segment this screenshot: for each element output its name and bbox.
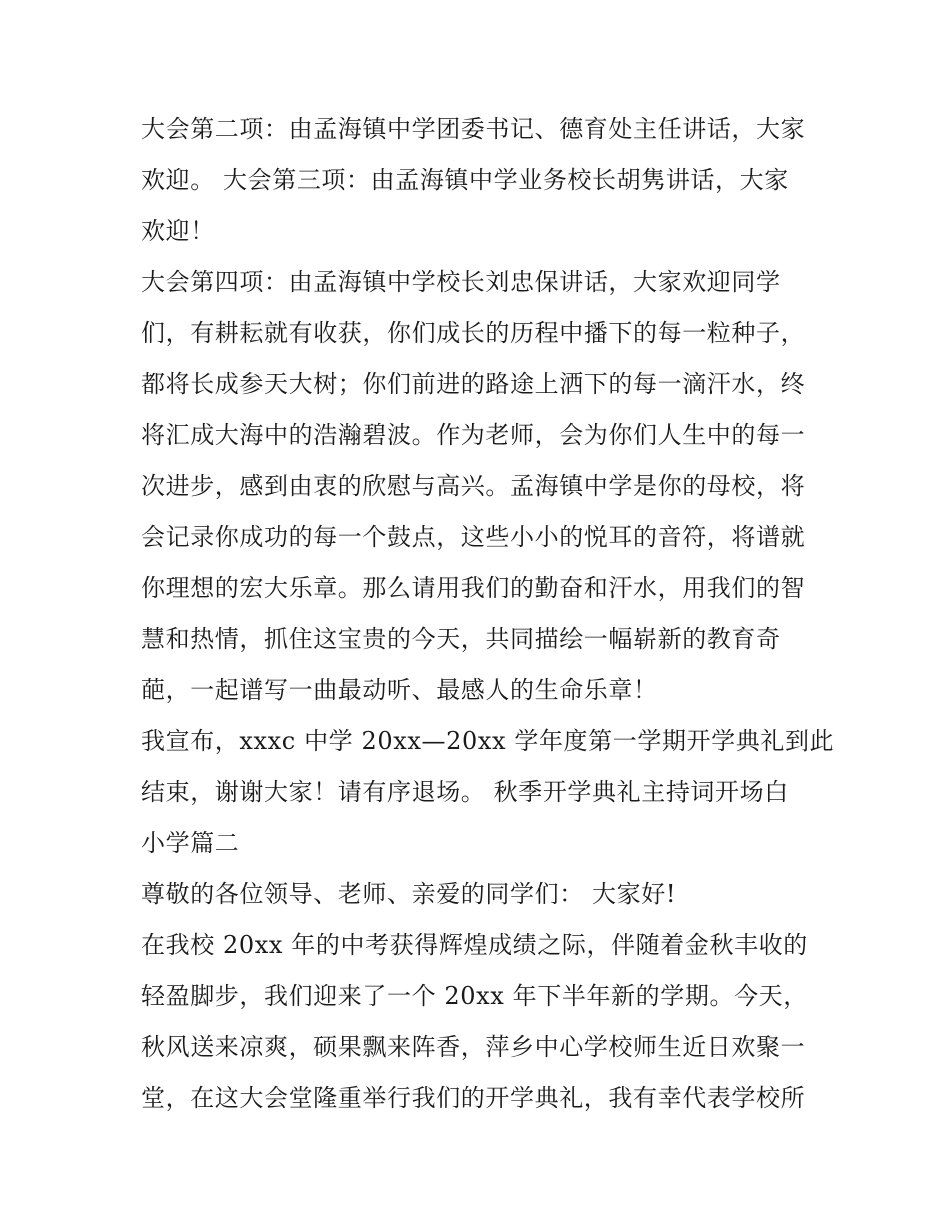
- text-line: 你理想的宏大乐章。那么请用我们的勤奋和汗水，用我们的智: [141, 574, 806, 602]
- text-line: 轻盈脚步，我们迎来了一个 20xx 年下半年新的学期。今天，: [141, 982, 808, 1010]
- text-line: 们，有耕耘就有收获，你们成长的历程中播下的每一粒种子，: [141, 319, 806, 347]
- text-line: 欢迎！: [141, 217, 215, 245]
- text-line: 堂，在这大会堂隆重举行我们的开学典礼，我有幸代表学校所: [141, 1084, 806, 1112]
- text-line: 葩，一起谱写一曲最动听、最感人的生命乐章！: [141, 676, 658, 704]
- document-body: [141, 104, 835, 1124]
- text-line: 大会第四项：由孟海镇中学校长刘忠保讲话，大家欢迎同学: [141, 268, 781, 296]
- text-line: 我宣布，xxxc 中学 20xx—20xx 学年度第一学期开学典礼到此: [141, 727, 835, 755]
- text-line: 大会第二项：由孟海镇中学团委书记、德育处主任讲话，大家: [141, 115, 806, 143]
- text-line: 都将长成参天大树；你们前进的路途上洒下的每一滴汗水，终: [141, 370, 806, 398]
- text-line: 慧和热情，抓住这宝贵的今天，共同描绘一幅崭新的教育奇: [141, 625, 781, 653]
- text-line: 小学篇二: [141, 829, 240, 857]
- text-line: 欢迎。 大会第三项：由孟海镇中学业务校长胡隽讲话，大家: [141, 166, 789, 194]
- text-line: 结束，谢谢大家！请有序退场。 秋季开学典礼主持词开场白: [141, 778, 789, 806]
- text-line: 会记录你成功的每一个鼓点，这些小小的悦耳的音符，将谱就: [141, 523, 806, 551]
- text-line: 秋风送来凉爽，硕果飘来阵香，萍乡中心学校师生近日欢聚一: [141, 1033, 806, 1061]
- text-line: 尊敬的各位领导、老师、亲爱的同学们： 大家好!: [141, 880, 677, 908]
- text-line: 将汇成大海中的浩瀚碧波。作为老师，会为你们人生中的每一: [141, 421, 806, 449]
- text-line: 在我校 20xx 年的中考获得辉煌成绩之际，伴随着金秋丰收的: [141, 931, 808, 959]
- text-line: 次进步，感到由衷的欣慰与高兴。孟海镇中学是你的母校，将: [141, 472, 806, 500]
